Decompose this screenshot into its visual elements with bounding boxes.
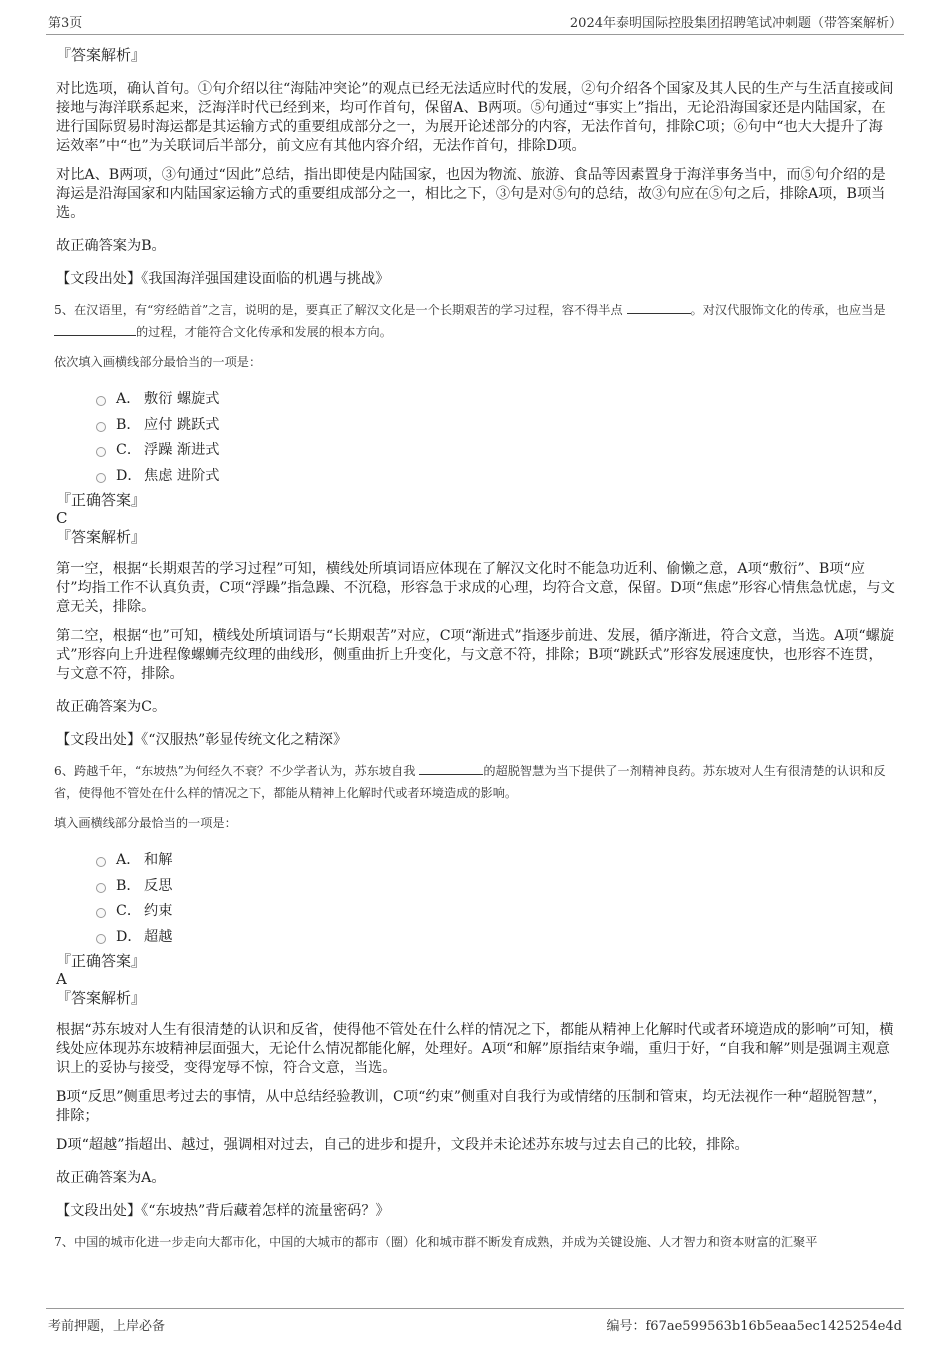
page-footer <box>46 1308 904 1334</box>
q6-conclusion: 故正确答案为A。 <box>56 1170 166 1186</box>
q5-answer: C <box>56 509 68 527</box>
q5-option-a[interactable]: A． 敷衍 螺旋式 <box>96 387 896 413</box>
q5-options <box>56 387 896 489</box>
q6-prompt: 填入画横线部分最恰当的一项是： <box>54 816 237 830</box>
q6-stem: 6、跨越千年，“东坡热”为何经久不衰？不少学者认为，苏东坡自我 的超脱智慧为当下提供了一剂精神良药。苏东坡对人生有很清楚的认识和反省，使得他不管处在什么样的情况之下，都能从精神上化解时代或者环境造成的影响。 <box>54 764 886 800</box>
q5-option-d[interactable]: D． 焦虑 进阶式 <box>96 464 896 490</box>
radio-icon[interactable] <box>96 422 106 432</box>
radio-icon[interactable] <box>96 473 106 483</box>
q6-answer-label: 『正确答案』 <box>56 952 147 970</box>
q4-analysis-p2: 对比A、B两项，③句通过“因此”总结，指出即使是内陆国家，也因为物流、旅游、食品等因素置身于海洋事务当中，而⑤句介绍的是海运是沿海国家和内陆国家运输方式的重要组成部分之一，相比之下，③句是对⑤句的总结，故③句应在⑤句之后，排除A项，B项当选。 <box>56 167 886 221</box>
q5-option-c[interactable]: C． 浮躁 渐进式 <box>96 438 896 464</box>
q5-conclusion: 故正确答案为C。 <box>56 699 167 715</box>
q6-options <box>56 848 896 950</box>
radio-icon[interactable] <box>96 396 106 406</box>
q6-analysis-p3: D项“超越”指超出、越过，强调相对过去，自己的进步和提升，文段并未论述苏东坡与过去自己的比较，排除。 <box>56 1137 749 1153</box>
q5-analysis-p2: 第二空，根据“也”可知，横线处所填词语与“长期艰苦”对应，C项“渐进式”指逐步前进、发展，循序渐进，符合文意，当选。A项“螺旋式”形容向上升进程像螺蛳壳纹理的曲线形，侧重曲折上升变化，与文意不符，排除；B项“跳跃式”形容发展速度快，也形容不连贯，与文意不符，排除。 <box>56 628 895 682</box>
q5-source: 【文段出处】《“汉服热”彰显传统文化之精深》 <box>56 732 348 748</box>
q5-blank-1 <box>627 301 691 314</box>
q6-analysis-p1: 根据“苏东坡对人生有很清楚的认识和反省，使得他不管处在什么样的情况之下，都能从精神上化解时代或者环境造成的影响”可知，横线处应体现苏东坡精神层面强大，无论什么情况都能化解，处理好。A项“和解”原指结束争端，重归于好，“自我和解”则是强调主观意识上的妥协与接受，变得宠辱不惊，符合文意，当选。 <box>56 1022 894 1076</box>
q4-conclusion: 故正确答案为B。 <box>56 238 166 254</box>
q6-blank <box>419 762 483 775</box>
q4-analysis-p1: 对比选项，确认首句。①句介绍以往“海陆冲突论”的观点已经无法适应时代的发展，②句介绍各个国家及其人民的生产与生活直接或间接地与海洋联系起来，泛海洋时代已经到来，均可作首句，保留A、B两项。⑤句通过“事实上”指出，无论沿海国家还是内陆国家，在进行国际贸易时海运都是其运输方式的重要组成部分之一，为展开论述部分的内容，无法作首句，排除C项；⑥句中“也大大提升了海运效率”中“也”为关联词后半部分，前文应有其他内容介绍，无法作首句，排除D项。 <box>56 81 894 154</box>
q4-analysis-label: 『答案解析』 <box>56 46 147 64</box>
radio-icon[interactable] <box>96 934 106 944</box>
q5-blank-2 <box>54 323 136 336</box>
q6-source: 【文段出处】《“东坡热”背后藏着怎样的流量密码？》 <box>56 1203 390 1219</box>
radio-icon[interactable] <box>96 857 106 867</box>
footer-slogan: 考前押题，上岸必备 <box>48 1319 166 1334</box>
q5-option-b[interactable]: B． 应付 跳跃式 <box>96 413 896 439</box>
q6-analysis-label: 『答案解析』 <box>56 989 147 1007</box>
page-content <box>56 44 896 1253</box>
radio-icon[interactable] <box>96 883 106 893</box>
q4-source: 【文段出处】《我国海洋强国建设面临的机遇与挑战》 <box>56 271 390 287</box>
page-number: 第3页 <box>48 16 83 31</box>
q6-answer: A <box>56 970 67 988</box>
radio-icon[interactable] <box>96 908 106 918</box>
q5-stem: 5、在汉语里，有“穷经皓首”之言，说明的是，要真正了解汉文化是一个长期艰苦的学习过程，容不得半点 。对汉代服饰文化的传承，也应当是 的过程，才能符合文化传承和发展的根本方向。 <box>54 303 886 339</box>
q7-stem: 7、中国的城市化进一步走向大都市化，中国的大城市的都市（圈）化和城市群不断发育成熟，并成为关键设施、人才智力和资本财富的汇聚平 <box>54 1235 818 1249</box>
q6-analysis-p2: B项“反思”侧重思考过去的事情，从中总结经验教训，C项“约束”侧重对自我行为或情绪的压制和管束，均无法视作一种“超脱智慧”，排除； <box>56 1089 887 1124</box>
q6-option-d[interactable]: D． 超越 <box>96 925 896 951</box>
document-code: 编号：f67ae599563b16b5eaa5ec1425254e4d <box>606 1319 902 1334</box>
q6-option-c[interactable]: C． 约束 <box>96 899 896 925</box>
q6-option-a[interactable]: A． 和解 <box>96 848 896 874</box>
q5-prompt: 依次填入画横线部分最恰当的一项是： <box>54 355 262 369</box>
radio-icon[interactable] <box>96 447 106 457</box>
q5-analysis-label: 『答案解析』 <box>56 528 147 546</box>
q5-analysis-p1: 第一空，根据“长期艰苦的学习过程”可知，横线处所填词语应体现在了解汉文化时不能急功近利、偷懒之意，A项“敷衍”、B项“应付”均指工作不认真负责，C项“浮躁”指急躁、不沉稳，形容急于求成的心理，均符合文意，保留。D项“焦虑”形容心情焦急忧虑，与文意无关，排除。 <box>56 561 895 615</box>
document-title: 2024年泰明国际控股集团招聘笔试冲刺题（带答案解析） <box>569 16 902 31</box>
page-header <box>46 12 904 35</box>
q5-answer-label: 『正确答案』 <box>56 491 147 509</box>
q6-option-b[interactable]: B． 反思 <box>96 874 896 900</box>
